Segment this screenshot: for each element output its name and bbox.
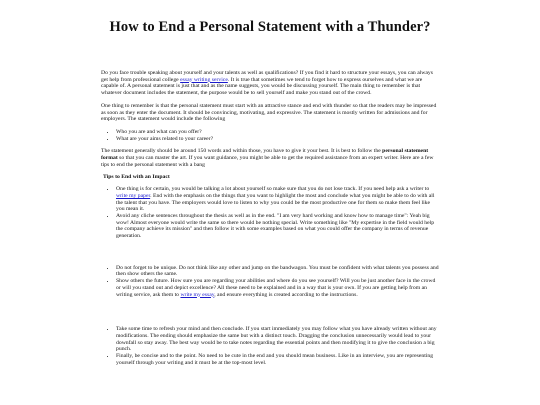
tip-text-continued: . End with the emphasis on the things that you want to highlight the most and conclude what you might be able to do with all the talent that you have. The employers would love to listen to why you could be the most productive one for them so make them feel like you mean it. bbox=[116, 192, 435, 213]
write-my-essay-link[interactable]: write my essay bbox=[180, 291, 215, 298]
tips-list-b bbox=[101, 265, 439, 299]
intro-paragraph bbox=[101, 70, 439, 97]
list-item: • Who you are and what can you offer? bbox=[116, 129, 439, 136]
tip-text: Show others the future. How sure you are regarding your abilities and where do you see yourself? Will you be just another face in the crowd or will you stand out and depict excellence? All these need to be explained and in a way that is your own. If you are getting help from an writing service, ask them to bbox=[116, 278, 436, 298]
format-text: The statement generally should be around 150 words and within those, you have to give it your best. It is best to follow the bbox=[101, 148, 383, 155]
list-item: • Avoid any cliche sentences throughout the thesis as well as in the end. "I am very hard working and know how to manage time": Yeah big wow! Almost everyone would write the same so there would be nothing special. Write something like "My expertise in the field would help the company achieve its mission" and then follow it with some examples based on what you could offer the company in terms of revenue generation. bbox=[116, 213, 439, 240]
tip-text-continued: , and ensure everything is created according to the instructions. bbox=[214, 291, 358, 298]
list-item: • What are your aims related to your career? bbox=[116, 136, 439, 143]
format-paragraph bbox=[101, 148, 439, 168]
spacer bbox=[101, 304, 439, 326]
statement-purpose-paragraph: One thing to remember is that the personal statement must start with an attractive stance and end with thunder so that the readers may be impressed as soon as they enter the document. It should be convincing, motivating, and expressive. The statement is mostly written for admissions and for employers. The statement would include the following bbox=[101, 102, 437, 123]
list-item bbox=[116, 186, 439, 213]
list-item: • Finally, be concise and to the point. No need to be cute in the end and you should mean business. Like in an interview, you are representing yourself through your writing and it must be at the top-most level. bbox=[116, 353, 439, 366]
statement-contents-list bbox=[101, 129, 439, 142]
tips-list-c bbox=[101, 326, 439, 366]
intro-text-continued: . It is true that sometimes we tend to forget how to express ourselves and what we are capable of. A personal statement is just that and as the name suggests, you would be discussing yourself. The main thing to remember is that whatever document includes the statement, the purpose would be to sell yourself and make you stand out of the crowd. bbox=[101, 76, 423, 97]
tip-text: One thing is for certain, you would be talking a lot about yourself so make sure that you do not lose track. If you need help ask a writer to bbox=[116, 186, 430, 193]
intro-text: Do you face trouble speaking about yourself and your talents as well as qualifications? If you find it hard to structure your essays, you can always get help from professional college bbox=[101, 70, 433, 83]
list-item bbox=[116, 278, 439, 298]
format-bold-term: personal statement format bbox=[101, 148, 429, 162]
format-text-continued: so that you can master the art. If you want guidance, you might be able to get the required assistance from an expert writer. Here are a few tips to end the personal statement with a bang bbox=[101, 155, 434, 168]
tips-list-a bbox=[101, 186, 439, 240]
list-item: • Do not forget to be unique. Do not think like any other and jump on the bandwagon. You must be confident with what talents you possess and then show others the same. bbox=[116, 265, 439, 278]
essay-writing-service-link[interactable]: essay writing service bbox=[180, 76, 228, 83]
article-body bbox=[101, 70, 439, 373]
write-my-paper-link[interactable]: write my paper bbox=[116, 192, 151, 199]
tips-subheading: Tips to End with an Impact bbox=[103, 174, 170, 181]
page-title: How to End a Personal Statement with a Thunder? bbox=[109, 19, 431, 35]
spacer bbox=[101, 246, 439, 265]
list-item: • Take some time to refresh your mind and then conclude. If you start immediately you may follow what you have already written without any modifications. The ending should emphasize the same but with a distinct touch. Dragging the conclusion unnecessarily would lead to your downfall so stay away. The best way would be to take notes regarding the essential points and then modifying it to give the conclusion a big punch. bbox=[116, 326, 439, 353]
